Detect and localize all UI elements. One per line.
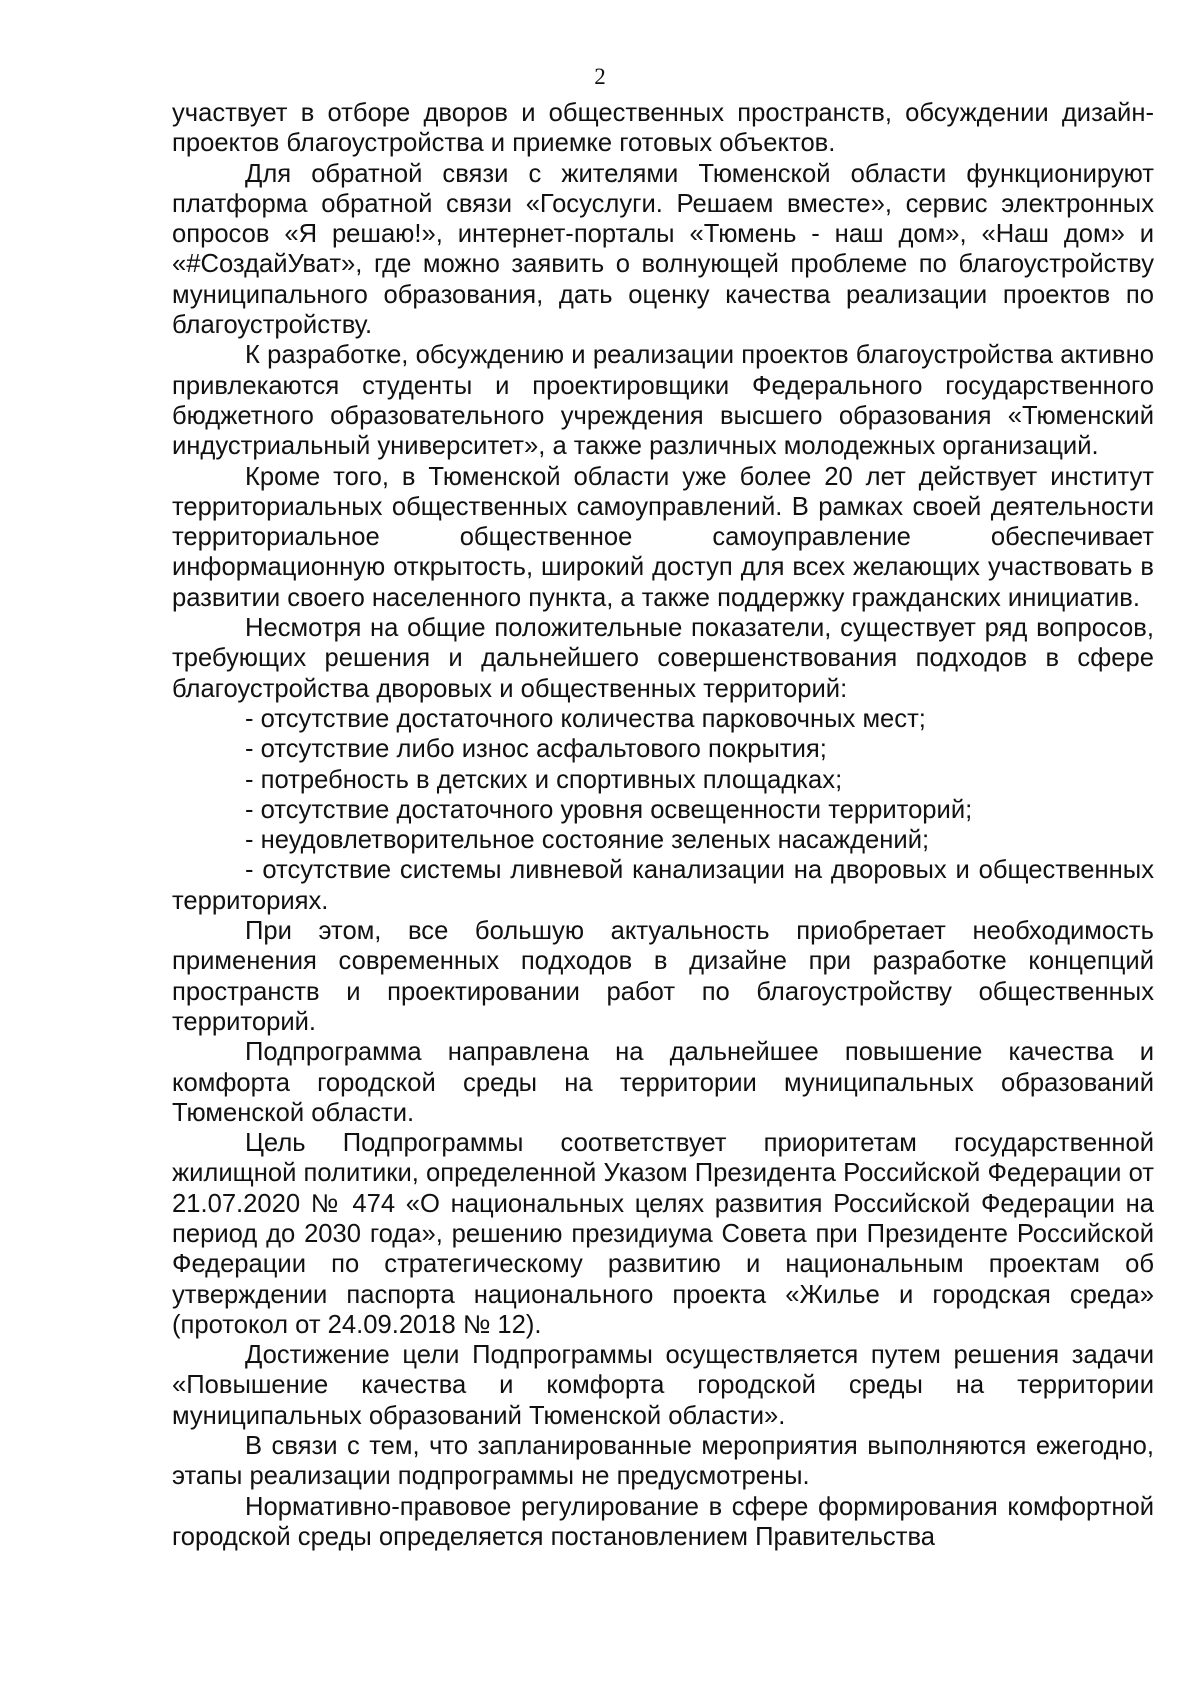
paragraph-modern-approaches: При этом, все большую актуальность приобретает необходимость применения современных подходов в дизайне при разработке концепций пространств и проектировании работ по благоустройству общественных территорий. [172,917,1154,1036]
page-number: 2 [594,64,606,89]
paragraph-stages: В связи с тем, что запланированные мероприятия выполняются ежегодно, этапы реализации подпрограммы не предусмотрены. [172,1432,1154,1491]
document-body [172,98,1154,1552]
paragraph-goal-achievement: Достижение цели Подпрограммы осуществляется путем решения задачи «Повышение качества и комфорта городской среды на территории муниципальных образований Тюменской области». [172,1341,1154,1430]
paragraph-regulation: Нормативно-правовое регулирование в сфере формирования комфортной городской среды определяется постановлением Правительства [172,1492,1154,1551]
list-item-drainage: - отсутствие системы ливневой канализации на дворовых и общественных территориях. [172,856,1154,915]
paragraph-continuation: участвует в отборе дворов и общественных пространств, обсуждении дизайн-проектов благоустройства и приемке готовых объектов. [172,99,1154,158]
list-item-lighting: - отсутствие достаточного уровня освещенности территорий; [245,795,973,824]
list-item-playgrounds: - потребность в детских и спортивных площадках; [245,765,843,794]
paragraph-students-involvement: К разработке, обсуждению и реализации проектов благоустройства активно привлекаются студенты и проектировщики Федерального государственного бюджетного образовательного учреждения высшего образования «Тюменский индустриальный университет», а также различных молодежных организаций. [172,341,1154,461]
paragraph-subprogram-goal: Цель Подпрограммы соответствует приоритетам государственной жилищной политики, определенной Указом Президента Российской Федерации от 21.07.2020 № 474 «О национальных целях развития Российской Федерации на период до 2030 года», решению президиума Совета при Президенте Российской Федерации по стратегическому развитию и национальным проектам об утверждении паспорта национального проекта «Жилье и городская среда» (протокол от 24.09.2018 № 12). [172,1129,1154,1339]
paragraph-issues-intro: Несмотря на общие положительные показатели, существует ряд вопросов, требующих решения и дальнейшего совершенствования подходов в сфере благоустройства дворовых и общественных территорий: [172,614,1154,703]
list-item-greenery: - неудовлетворительное состояние зеленых насаждений; [245,826,930,855]
paragraph-tos-institute: Кроме того, в Тюменской области уже более 20 лет действует институт территориальных общественных самоуправлений. В рамках своей деятельности территориальное общественное самоуправление обеспечивает информационную открытость, широкий доступ для всех желающих участвовать в развитии своего населенного пункта, а также поддержку гражданских инициатив. [172,462,1154,612]
paragraph-subprogram-aim: Подпрограмма направлена на дальнейшее повышение качества и комфорта городской среды на территории муниципальных образований Тюменской области. [172,1038,1154,1127]
list-item-asphalt: - отсутствие либо износ асфальтового покрытия; [245,735,827,764]
paragraph-feedback-platforms: Для обратной связи с жителями Тюменской области функционируют платформа обратной связи «Госуслуги. Решаем вместе», сервис электронных опросов «Я решаю!», интернет-порталы «Тюмень - наш дом», «Наш дом» и «#СоздайУват», где можно заявить о волнующей проблеме по благоустройству муниципального образования, дать оценку качества реализации проектов по благоустройству. [172,159,1154,340]
list-item-parking: - отсутствие достаточного количества парковочных мест; [245,704,926,733]
